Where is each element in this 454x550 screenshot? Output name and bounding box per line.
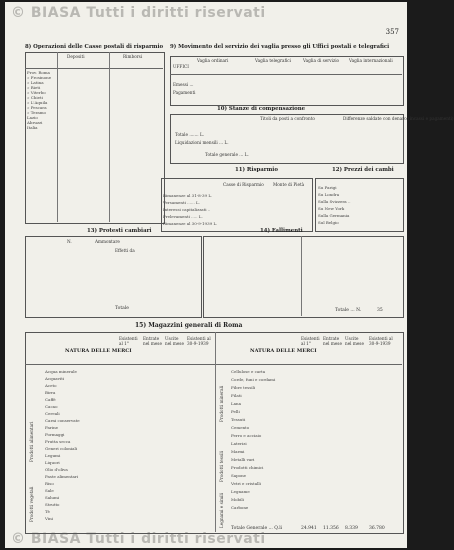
section-12-title: 12) Prezzi dei cambi: [332, 167, 394, 173]
s13-col-ammontare: Ammontare: [95, 239, 120, 244]
section-8-title: 8) Operazioni delle Casse postali di risparmio: [25, 44, 164, 50]
goods-row-label: Sapone: [231, 473, 247, 478]
section-10-title: 10) Stanze di compensazione: [217, 106, 306, 112]
side-label-tessili: Prodotti tessili: [219, 450, 224, 482]
goods-row-label: Cacao: [45, 404, 58, 409]
s8-row-label: » Rieti: [27, 85, 41, 90]
s12-row-label: Sulla Svizzera ..: [318, 199, 351, 204]
goods-row-label: Metalli vari: [231, 457, 255, 462]
goods-row-label: Cereali: [45, 411, 60, 416]
s13-col-n: N.: [67, 239, 72, 244]
s15-col-rimanenze-right: Esistenti al 30-9-1939: [369, 336, 393, 346]
goods-row-label: Generi coloniali: [45, 446, 78, 451]
s9-row-pagamenti: Pagamenti: [173, 90, 196, 95]
s9-col-ordinari: Vaglia ordinari: [197, 58, 229, 63]
s12-rows: [318, 184, 398, 228]
s11-row-label: Prelevamenti ..... L.: [163, 214, 203, 219]
s13-total: Totale: [115, 306, 129, 311]
side-label-alimentari: Prodotti alimentari: [29, 421, 34, 462]
goods-row-label: Tessuti: [231, 417, 246, 422]
section-9-table: [170, 56, 404, 106]
s8-row-label: » Frosinone: [27, 75, 52, 80]
goods-row-label: Salumi: [45, 495, 60, 500]
s9-values: [197, 82, 397, 98]
goods-row-label: Vini: [45, 516, 53, 521]
goods-row-label: Fibre tessili: [231, 385, 256, 390]
s9-col-telegrafici: Vaglia telegrafici: [255, 58, 291, 63]
s9-col-uffici: UFFICI: [173, 64, 189, 69]
s12-row-label: Sul Belgio: [318, 220, 339, 225]
s11-col-casse: Casse di Risparmio: [223, 182, 264, 187]
s11-row-label: Interessi capitalizzati ..: [163, 207, 211, 212]
s8-col-rule: [57, 52, 58, 222]
s11-row-label: Rimanenze al 31-8-39 L.: [163, 193, 213, 198]
s14-total-value: 35: [377, 308, 383, 313]
goods-row-label: Vetri e cristalli: [231, 481, 261, 486]
s15-right-goods: [231, 368, 301, 518]
s15-col-entrate-left: Entrate nel mese: [143, 336, 162, 346]
s13-col-effetti: Effetti da: [115, 248, 135, 253]
s12-row-label: Sulla Germania: [318, 213, 350, 218]
goods-row-label: Birra: [45, 390, 56, 395]
s8-values: [60, 70, 160, 220]
goods-row-label: Carbone: [231, 505, 249, 510]
s11-col-monte: Monte di Pietà: [273, 182, 305, 187]
s8-refunds-header: Rimborsi: [123, 54, 143, 59]
goods-row-label: Acqua minerale: [45, 369, 77, 374]
goods-row-label: Riso: [45, 481, 54, 486]
s11-row-labels: [163, 192, 223, 228]
s11-row-label: Rimanenze al 30-9-1939 L.: [163, 221, 218, 226]
section-11-title: 11) Risparmio: [235, 167, 278, 173]
totale-generale-entrate: 11.356: [323, 526, 339, 531]
goods-row-label: Tè: [45, 509, 50, 514]
totale-generale-esistenti: 24.941: [301, 526, 317, 531]
document-page: [5, 2, 454, 548]
goods-row-label: Aceto: [45, 383, 57, 388]
s9-col-servizio: Vaglia di servizio: [303, 58, 340, 63]
s14-total-label: Totale ... N.: [335, 308, 362, 313]
goods-row-label: Cellulose e carta: [231, 369, 266, 374]
page-number: 357: [385, 28, 399, 36]
s8-row-label: Lazio: [27, 115, 38, 120]
s8-row-label: Italia: [27, 125, 38, 130]
side-label-minerali: Prodotti minerali: [219, 385, 224, 422]
goods-row-label: Frutta secca: [45, 439, 71, 444]
s8-row-label: » Teramo: [27, 110, 46, 115]
s12-row-label: Su New York: [318, 206, 345, 211]
goods-row-label: Lana: [231, 401, 242, 406]
s9-row-emessi: Emessi ...: [173, 82, 194, 87]
s9-header-rule: [170, 74, 402, 75]
s8-row-label: » Pescara: [27, 105, 47, 110]
s15-col-uscite-left: Uscite nel mese: [165, 336, 184, 346]
s15-left-goods: [45, 368, 115, 528]
s10-col-1: Titoli da posti a confronto: [260, 116, 315, 121]
s10-row-totale: Totale ....... L.: [175, 132, 205, 137]
totale-generale-uscite: 8.339: [345, 526, 358, 531]
s8-row-label: » Viterbo: [27, 90, 46, 95]
s10-col-2: Differenze saldate con denaro (incassi e pagamenti): [343, 116, 454, 121]
section-13-title: 13) Protesti cambiari: [87, 228, 152, 234]
s15-col-rimanenze-left: Esistenti al 30-9-1939: [187, 336, 211, 346]
goods-row-label: Pelli: [231, 409, 240, 414]
s15-middle-rule: [215, 332, 216, 532]
s15-col-esistenti-right: Esistenti al 1°: [301, 336, 320, 346]
goods-row-label: Marmi: [231, 449, 245, 454]
s14-values: [207, 240, 397, 306]
side-label-legnami: Legnami e simili: [219, 492, 224, 528]
s15-left-header: NATURA DELLE MERCI: [65, 348, 132, 354]
s15-col-esistenti-left: Esistenti al 1°: [119, 336, 138, 346]
totale-generale-label: Totale Generale ... Q.li: [231, 526, 283, 531]
s8-row-labels: [27, 70, 57, 220]
totale-generale-rimanenze: 36.780: [369, 526, 385, 531]
s15-header-rule: [25, 364, 402, 365]
s11-row-label: Versamenti ...... L.: [163, 200, 200, 205]
s8-header-rule: [25, 68, 163, 69]
goods-row-label: Farine: [45, 425, 59, 430]
section-9-title: 9) Movimento del servizio dei vaglia presso gli Uffici postali e telegrafici: [170, 44, 390, 50]
goods-row-label: Ferro e acciaio: [231, 433, 262, 438]
s8-row-label: » Chieti: [27, 95, 43, 100]
watermark-top: © BIASA Tutti i diritti riservati: [11, 5, 266, 21]
s12-row-label: Su Parigi: [318, 185, 337, 190]
s15-col-entrate-right: Entrate nel mese: [323, 336, 342, 346]
goods-row-label: Caffè: [45, 397, 56, 402]
goods-row-label: Sale: [45, 488, 54, 493]
goods-row-label: Legname: [231, 489, 250, 494]
s10-row-liquidazioni: Liquidazioni mensili ... L.: [175, 140, 229, 145]
s8-row-label: » Latina: [27, 80, 44, 85]
goods-row-label: Cemento: [231, 425, 250, 430]
s8-row-label: Abruzzi: [27, 120, 43, 125]
s13-values: [29, 262, 197, 302]
goods-row-label: Carni conservate: [45, 418, 80, 423]
goods-row-label: Legumi: [45, 453, 61, 458]
goods-row-label: Filati: [231, 393, 242, 398]
section-14-title: 14) Fallimenti: [260, 228, 303, 234]
watermark-bottom: © BIASA Tutti i diritti riservati: [11, 531, 266, 547]
s10-row-generale: Totale generale ... L.: [205, 152, 249, 157]
s12-row-label: Su Londra: [318, 192, 340, 197]
goods-row-label: Olio d'oliva: [45, 467, 68, 472]
goods-row-label: Corde, funi e cordami: [231, 377, 276, 382]
goods-row-label: Formaggi: [45, 432, 65, 437]
s15-col-uscite-right: Uscite nel mese: [345, 336, 364, 346]
goods-row-label: Strutto: [45, 502, 60, 507]
s8-row-label: » L'Aquila: [27, 100, 48, 105]
section-15-title: 15) Magazzini generali di Roma: [135, 322, 243, 329]
goods-row-label: Laterizi: [231, 441, 247, 446]
s8-row-label: Prov. Roma: [27, 70, 50, 75]
goods-row-label: Liquori: [45, 460, 60, 465]
side-label-vegetali: Prodotti vegetali: [29, 486, 34, 522]
s8-deposits-header: Depositi: [67, 54, 85, 59]
goods-row-label: Acquaviti: [45, 376, 65, 381]
s9-col-internazionali: Vaglia internazionali: [349, 58, 393, 63]
goods-row-label: Paste alimentari: [45, 474, 79, 479]
s15-right-header: NATURA DELLE MERCI: [250, 348, 317, 354]
goods-row-label: Mobili: [231, 497, 244, 502]
goods-row-label: Prodotti chimici: [231, 465, 264, 470]
